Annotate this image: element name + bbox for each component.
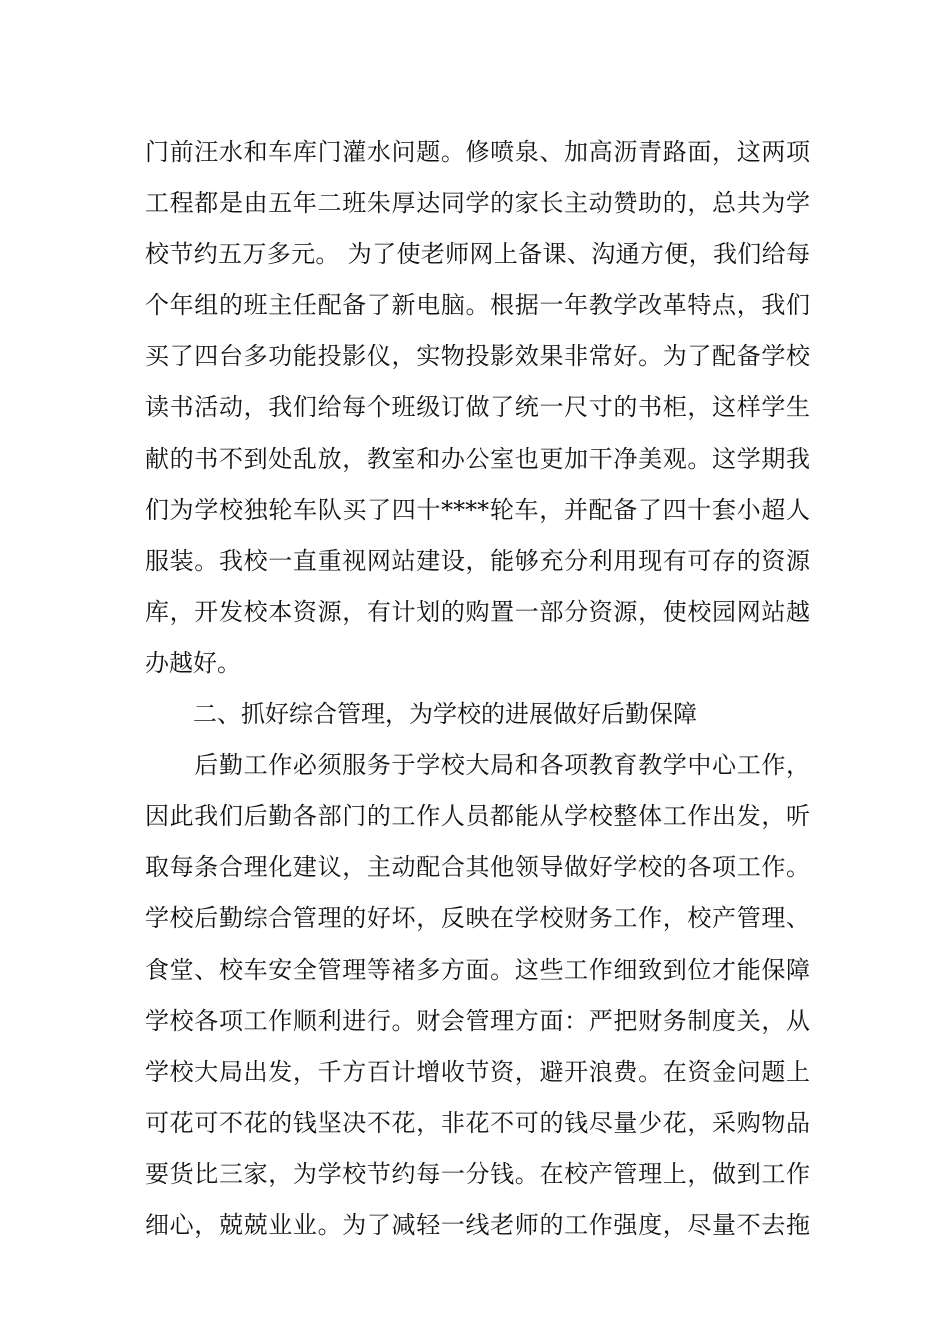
text-line: 读书活动，我们给每个班级订做了统一尺寸的书柜，这样学生 — [145, 393, 810, 422]
text-line: 取每条合理化建议，主动配合其他领导做好学校的各项工作。 — [145, 853, 810, 882]
text-line: 个年组的班主任配备了新电脑。根据一年教学改革特点，我们 — [145, 291, 810, 320]
text-line: 门前汪水和车库门灌水问题。修喷泉、加高沥青路面，这两项 — [145, 138, 810, 166]
text-line: 因此我们后勤各部门的工作人员都能从学校整体工作出发，听 — [145, 802, 810, 831]
text-line: 校节约五万多元。 为了使老师网上备课、沟通方便，我们给每 — [145, 240, 810, 269]
text-line: 学校后勤综合管理的好坏，反映在学校财务工作，校产管理、 — [145, 904, 810, 933]
text-line: 学校大局出发，千方百计增收节资，避开浪费。在资金问题上 — [145, 1057, 810, 1086]
text-line: 工程都是由五年二班朱厚达同学的家长主动赞助的，总共为学 — [145, 189, 810, 218]
text-line: 办越好。 — [145, 648, 241, 677]
text-line: 献的书不到处乱放，教室和办公室也更加干净美观。这学期我 — [145, 444, 810, 473]
text-line: 学校各项工作顺利进行。财会管理方面：严把财务制度关，从 — [145, 1006, 810, 1035]
text-line: 要货比三家，为学校节约每一分钱。在校产管理上，做到工作 — [145, 1159, 810, 1188]
text-line: 可花可不花的钱坚决不花，非花不可的钱尽量少花，采购物品 — [145, 1108, 810, 1137]
text-line: 库，开发校本资源，有计划的购置一部分资源，使校园网站越 — [145, 597, 810, 626]
text-line: 细心，兢兢业业。为了减轻一线老师的工作强度，尽量不去拖 — [145, 1210, 810, 1239]
section-heading: 二、抓好综合管理，为学校的进展做好后勤保障 — [145, 700, 697, 729]
text-line: 食堂、校车安全管理等褚多方面。这些工作细致到位才能保障 — [145, 955, 810, 984]
text-line: 服装。我校一直重视网站建设，能够充分利用现有可存的资源 — [145, 546, 810, 575]
text-line: 们为学校独轮车队买了四十****轮车，并配备了四十套小超人 — [145, 495, 810, 524]
text-line: 后勤工作必须服务于学校大局和各项教育教学中心工作， — [145, 751, 810, 780]
text-line: 买了四台多功能投影仪，实物投影效果非常好。为了配备学校 — [145, 342, 810, 371]
body-text — [145, 127, 810, 1251]
